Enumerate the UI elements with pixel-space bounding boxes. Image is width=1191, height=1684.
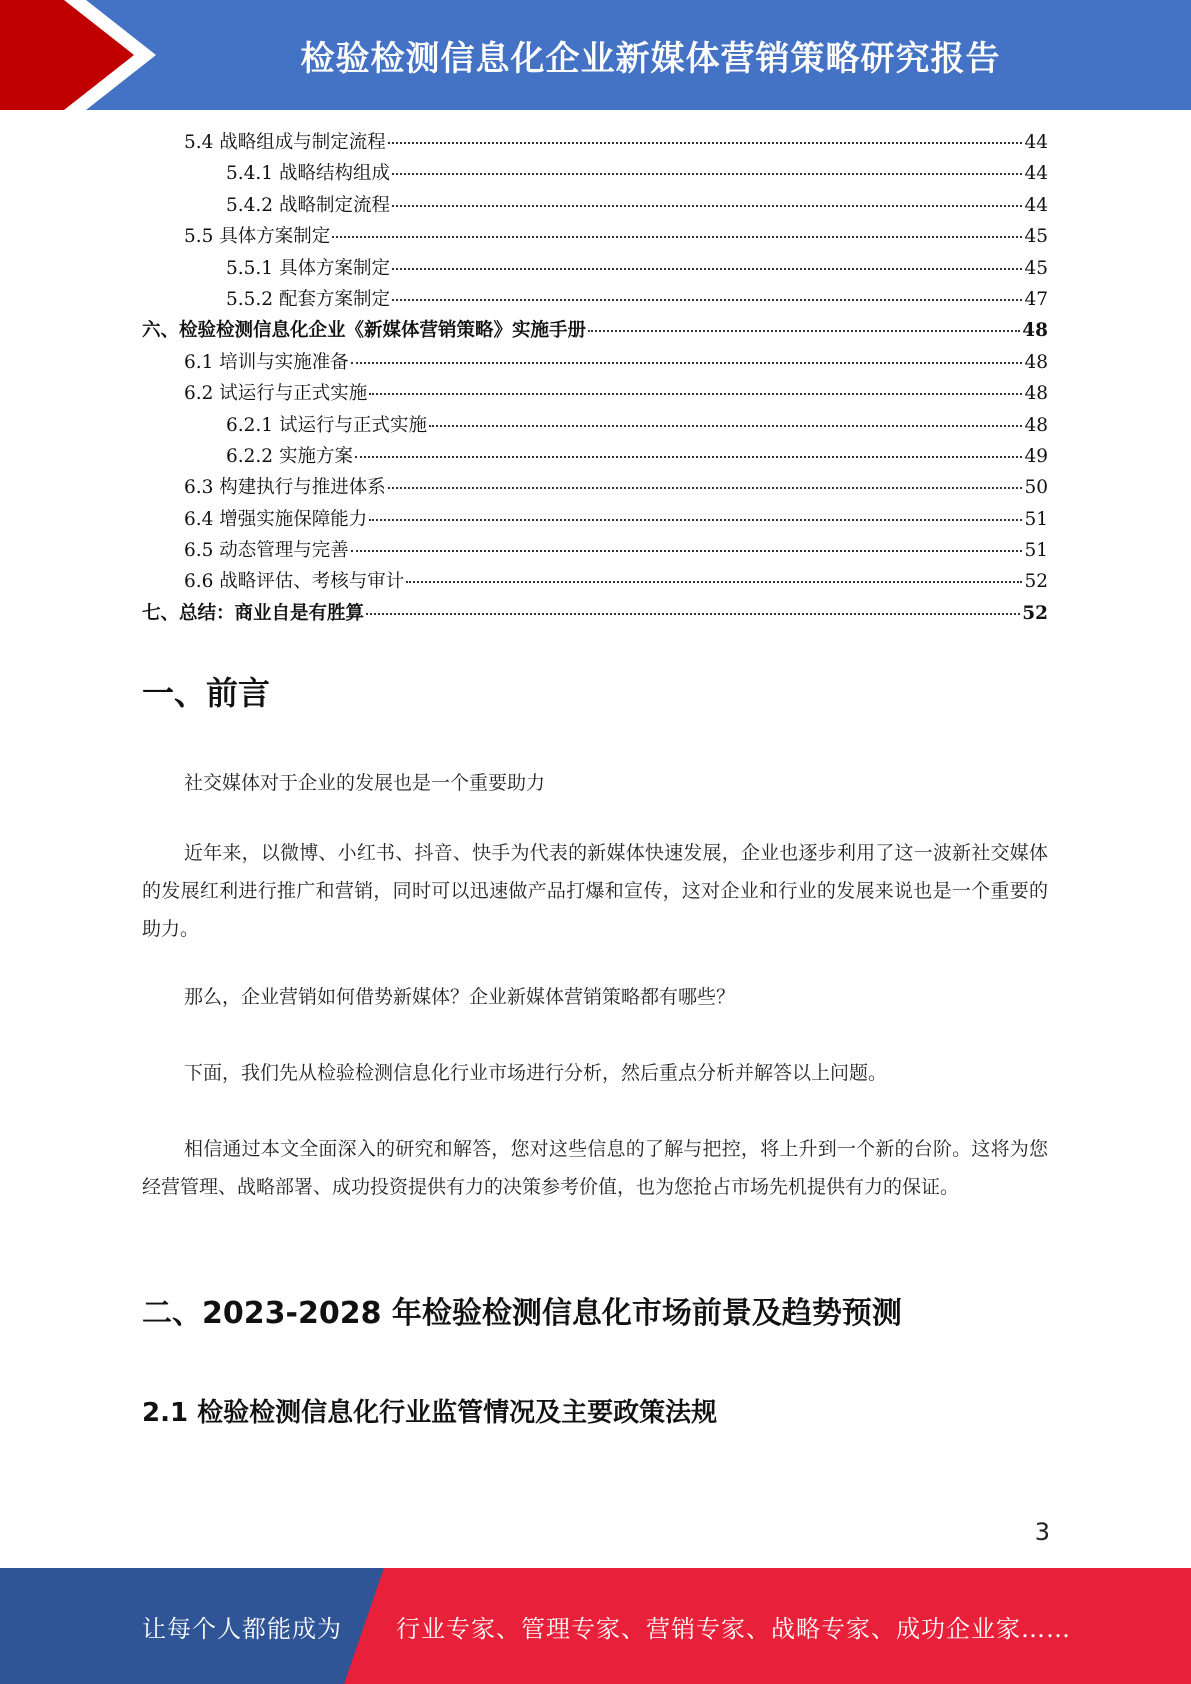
paragraph: 社交媒体对于企业的发展也是一个重要助力 [184,772,546,794]
section-heading-preface: 一、前言 [142,674,271,712]
toc-entry-label: 6.4 增强实施保障能力 [184,508,368,530]
toc-entry[interactable] [142,442,1048,473]
page-number: 3 [1034,1518,1050,1546]
footer-slogan-left: 让每个人都能成为 [142,1614,342,1643]
toc-entry-label: 6.2.2 实施方案 [226,445,353,467]
toc-entry-label: 七、总结：商业自是有胜算 [142,602,365,624]
toc-entry-label: 6.2.1 试运行与正式实施 [226,414,427,436]
toc-leader-dots [332,235,1022,238]
toc-entry-page: 48 [1024,351,1048,373]
subsection-heading-regulation: 2.1 检验检测信息化行业监管情况及主要政策法规 [142,1398,718,1428]
toc-entry-label: 6.6 战略评估、考核与审计 [184,571,405,593]
toc-entry-page: 51 [1024,540,1048,562]
toc-entry[interactable] [142,379,1048,410]
paragraph: 近年来，以微博、小红书、抖音、快手为代表的新媒体快速发展，企业也逐步利用了这一波新社交媒体的发展红利进行推广和营销，同时可以迅速做产品打爆和宣传，这对企业和行业的发展来说也是一个重要的助力。 [142,842,1048,940]
toc-entry-page: 44 [1024,132,1048,153]
toc-entry-label: 6.5 动态管理与完善 [184,540,349,562]
toc-leader-dots [351,549,1023,552]
toc-leader-dots [392,298,1022,301]
toc-leader-dots [429,424,1022,427]
report-title: 检验检测信息化企业新媒体营销策略研究报告 [300,38,1001,79]
toc-entry[interactable] [142,473,1048,504]
toc-leader-dots [366,612,1020,615]
toc-entry-page: 49 [1024,445,1048,467]
toc-leader-dots [355,455,1023,458]
paragraph: 下面，我们先从检验检测信息化行业市场进行分析，然后重点分析并解答以上问题。 [184,1062,888,1084]
toc-leader-dots [392,267,1022,270]
toc-entry-label: 5.5.1 具体方案制定 [226,257,390,279]
toc-leader-dots [369,518,1022,521]
toc-entry-page: 48 [1024,414,1048,436]
toc-leader-dots [388,486,1023,489]
toc-entry-label: 6.1 培训与实施准备 [184,351,349,373]
toc-leader-dots [392,204,1022,207]
toc-leader-dots [351,361,1023,364]
toc-entry[interactable] [142,191,1048,222]
toc-entry[interactable] [142,128,1048,159]
toc-entry-page: 45 [1024,226,1048,248]
toc-entry-label: 六、检验检测信息化企业《新媒体营销策略》实施手册 [142,320,587,342]
toc-leader-dots [406,580,1022,583]
toc-entry[interactable] [142,285,1048,316]
toc-entry-page: 52 [1022,602,1048,624]
toc-entry-page: 51 [1024,508,1048,530]
section-heading-market-outlook: 二、2023-2028 年检验检测信息化市场前景及趋势预测 [142,1296,902,1331]
toc-leader-dots [369,392,1022,395]
toc-entry-label: 5.5.2 配套方案制定 [226,288,390,310]
toc-entry[interactable] [142,254,1048,285]
toc-entry-label: 5.5 具体方案制定 [184,226,331,248]
toc-entry-page: 48 [1022,320,1048,342]
toc-entry[interactable] [142,348,1048,379]
table-of-contents [142,128,1048,630]
toc-entry-label: 6.2 试运行与正式实施 [184,383,368,405]
toc-entry-page: 45 [1024,257,1048,279]
toc-entry[interactable] [142,316,1048,347]
toc-entry-page: 52 [1024,571,1048,593]
toc-entry-page: 50 [1024,477,1048,499]
toc-entry-page: 44 [1024,163,1048,185]
toc-leader-dots [392,172,1022,175]
toc-entry-label: 6.3 构建执行与推进体系 [184,477,386,499]
footer-slogan-right: 行业专家、管理专家、营销专家、战略专家、成功企业家…… [396,1614,1071,1643]
toc-entry[interactable] [142,222,1048,253]
toc-leader-dots [388,141,1023,144]
toc-entry[interactable] [142,599,1048,630]
toc-entry-page: 47 [1024,288,1048,310]
page-footer [0,1568,1191,1684]
toc-entry-page: 44 [1024,194,1048,216]
toc-entry-label: 5.4.1 战略结构组成 [226,163,390,185]
toc-entry-label: 5.4.2 战略制定流程 [226,194,390,216]
toc-entry-label: 5.4 战略组成与制定流程 [184,132,386,153]
toc-entry[interactable] [142,411,1048,442]
toc-entry[interactable] [142,536,1048,567]
toc-entry[interactable] [142,567,1048,598]
toc-entry[interactable] [142,159,1048,190]
toc-leader-dots [588,329,1020,332]
toc-entry[interactable] [142,505,1048,536]
toc-entry-page: 48 [1024,383,1048,405]
page-header [0,0,1191,110]
paragraph: 相信通过本文全面深入的研究和解答，您对这些信息的了解与把控，将上升到一个新的台阶。这将为您经营管理、战略部署、成功投资提供有力的决策参考价值，也为您抢占市场先机提供有力的保证。 [142,1138,1048,1198]
paragraph: 那么，企业营销如何借势新媒体？企业新媒体营销策略都有哪些？ [184,986,736,1008]
